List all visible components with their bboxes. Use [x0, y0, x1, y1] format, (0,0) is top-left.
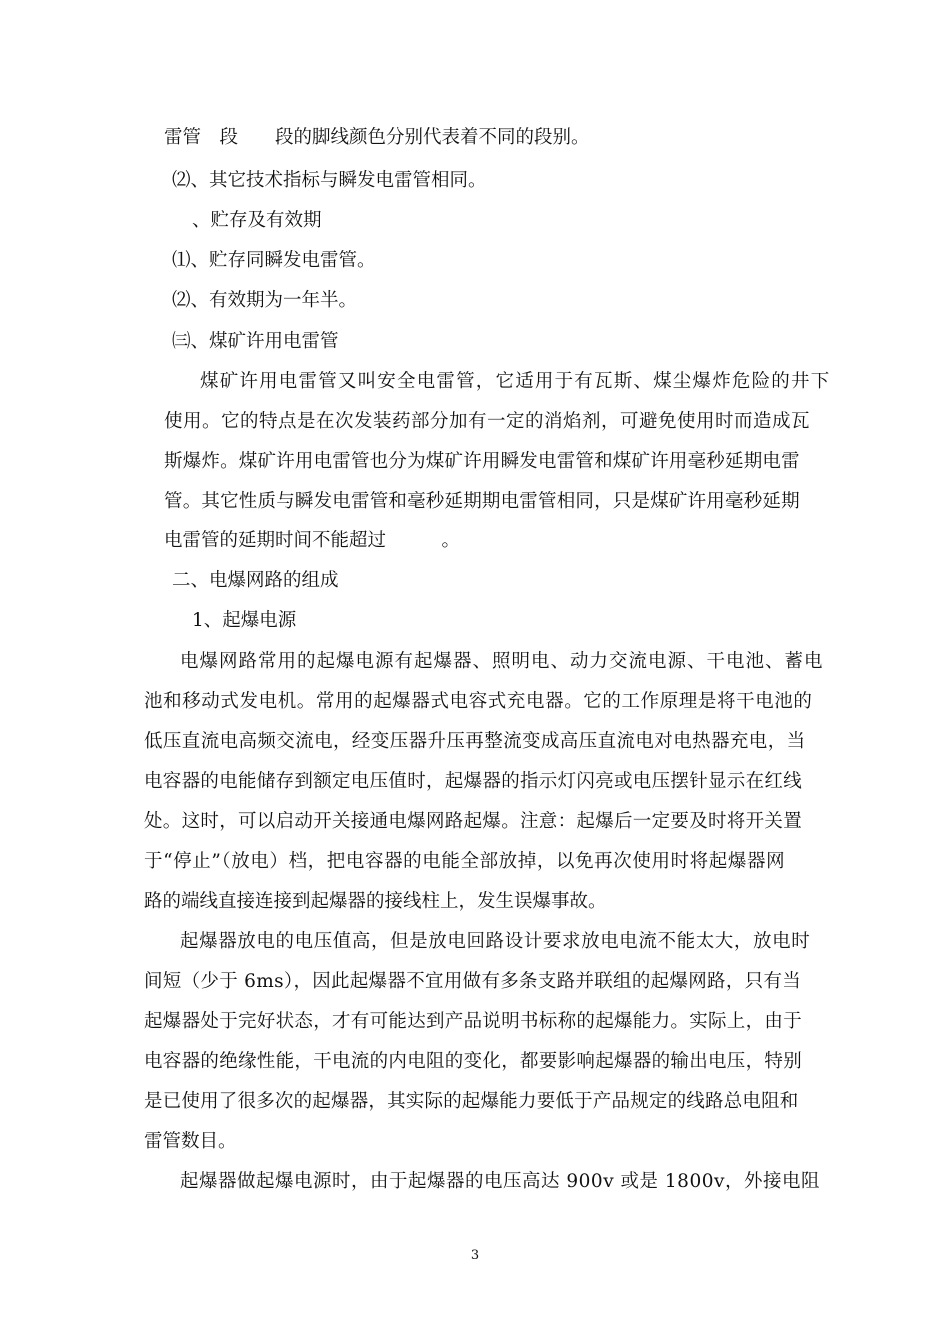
section-heading: 1、起爆电源 — [192, 610, 297, 631]
paragraph-line: 使用。它的特点是在次发装药部分加有一定的消焰剂，可避免使用时而造成瓦 — [164, 411, 811, 432]
paragraph-line: 煤矿许用电雷管又叫安全电雷管，它适用于有瓦斯、煤尘爆炸危险的井下 — [200, 371, 831, 392]
paragraph-line: 路的端线直接连接到起爆器的接线柱上，发生误爆事故。 — [144, 891, 607, 912]
paragraph-line: 起爆器做起爆电源时，由于起爆器的电压高达 900v 或是 1800v，外接电阻 — [180, 1171, 820, 1192]
text-line: ⑵、有效期为一年半。 — [172, 290, 358, 311]
section-heading: ㈢、煤矿许用电雷管 — [172, 331, 339, 352]
page-number: 3 — [470, 1248, 480, 1263]
paragraph-line: 池和移动式发电机。常用的起爆器式电容式充电器。它的工作原理是将干电池的 — [144, 691, 813, 712]
paragraph-line: 电容器的电能储存到额定电压值时，起爆器的指示灯闪亮或电压摆针显示在红线 — [144, 771, 803, 792]
paragraph-line: 于“停止”（放电）档，把电容器的电能全部放掉，以免再次使用时将起爆器网 — [144, 851, 786, 872]
paragraph-line: 处。这时，可以启动开关接通电爆网路起爆。注意：起爆后一定要及时将开关置 — [144, 811, 803, 832]
paragraph-line: 电雷管的延期时间不能超过 。 — [164, 530, 461, 551]
paragraph-line: 雷管数目。 — [144, 1131, 237, 1152]
section-heading: 、贮存及有效期 — [192, 210, 322, 231]
section-heading: 二、电爆网路的组成 — [172, 570, 339, 591]
paragraph-line: 起爆器处于完好状态，才有可能达到产品说明书标称的起爆能力。实际上，由于 — [144, 1011, 803, 1032]
paragraph-line: 是已使用了很多次的起爆器，其实际的起爆能力要低于产品规定的线路总电阻和 — [144, 1091, 799, 1112]
text-line: 雷管 段 段的脚线颜色分别代表着不同的段别。 — [164, 127, 590, 148]
paragraph-line: 起爆器放电的电压值高，但是放电回路设计要求放电电流不能太大，放电时 — [180, 931, 811, 952]
text-line: ⑵、其它技术指标与瞬发电雷管相同。 — [172, 170, 487, 191]
text-line: ⑴、贮存同瞬发电雷管。 — [172, 250, 376, 271]
paragraph-line: 管。其它性质与瞬发电雷管和毫秒延期期电雷管相同，只是煤矿许用毫秒延期 — [164, 491, 800, 512]
paragraph-line: 电爆网路常用的起爆电源有起爆器、照明电、动力交流电源、干电池、蓄电 — [180, 651, 824, 672]
paragraph-line: 低压直流电高频交流电，经变压器升压再整流变成高压直流电对电热器充电，当 — [144, 731, 806, 752]
paragraph-line: 电容器的绝缘性能，干电流的内电阻的变化，都要影响起爆器的输出电压，特别 — [144, 1051, 803, 1072]
paragraph-line: 斯爆炸。煤矿许用电雷管也分为煤矿许用瞬发电雷管和煤矿许用毫秒延期电雷 — [164, 451, 800, 472]
paragraph-line: 间短（少于 6ms），因此起爆器不宜用做有多条支路并联组的起爆网路，只有当 — [144, 971, 802, 992]
